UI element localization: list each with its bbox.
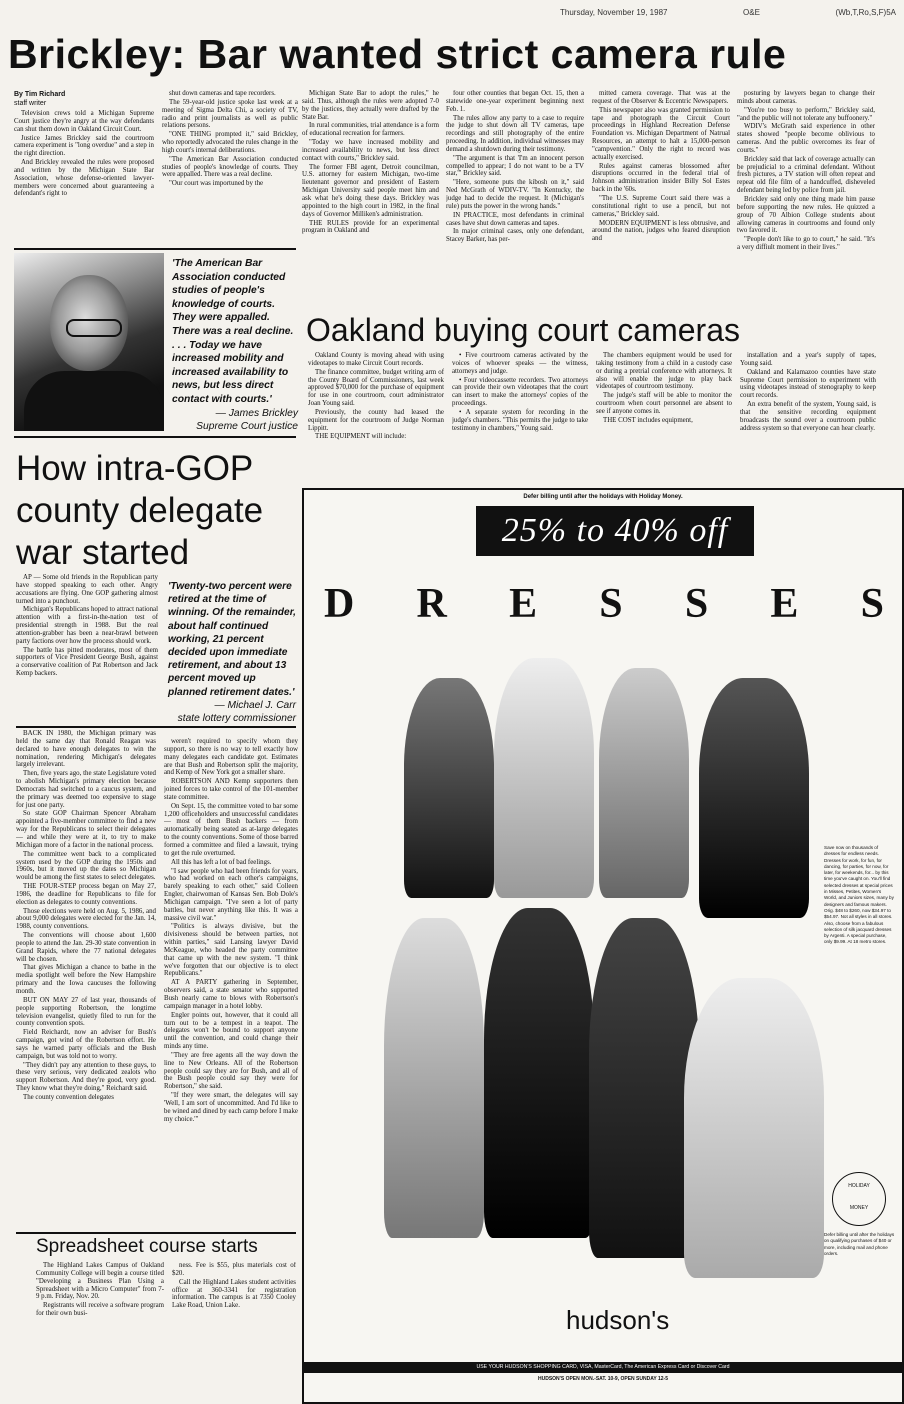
paragraph: AT A PARTY gathering in September, observers said, a state senator who supported Bush nearly came to blows with Robertson's campaign manager in a hotel lobby. (164, 979, 298, 1010)
gop-col-1 (16, 730, 156, 1230)
paragraph: The judge's staff will be able to monitor the courtroom when court personnel are absent to see if anyone comes in. (596, 392, 732, 415)
holiday-money-badge (832, 1172, 886, 1226)
paragraph: AP — Some old friends in the Republican party have stopped speaking to each other. Angry accusations are flying. One GOP gathering almost turned into a punchout. (16, 574, 158, 605)
oakland-col-4 (740, 352, 876, 480)
model-figure (404, 678, 494, 898)
paragraph: "Today we have increased mobility and increased availability to news, but less direct contact with courts," Brickley said. (302, 139, 439, 162)
ad-footer-hours: HUDSON'S OPEN MON.-SAT. 10-9, OPEN SUNDAY 12-5 (537, 1376, 669, 1382)
paragraph: "Politics is always divisive, but the divisiveness should be between parties, not within parties," said Lansing lawyer David McKeague, who headed the party committee that came up with the new system. "I think we've forgotten that our objective is to elect Republicans." (164, 923, 298, 978)
paragraph: "The American Bar Association conducted studies of people's knowledge of courts. They were appalled. There was a real decline. (162, 155, 298, 179)
paragraph: Michigan State Bar to adopt the rules," he said. Thus, although the rules were adopted 7-0 by the justices, they actually were drafted by the State Bar. (302, 90, 439, 121)
paragraph: Oakland and Kalamazoo counties have state Supreme Court permission to experiment with using videotapes instead of stenography to keep court records. (740, 368, 876, 400)
badge-line: MONEY (849, 1205, 869, 1211)
photo-suit (24, 371, 164, 431)
paragraph: That gives Michigan a chance to bathe in the media spotlight well before the New Hampshire primary and the Iowa caucuses the following month. (16, 964, 156, 995)
paragraph: The 59-year-old justice spoke last week at a meeting of Sigma Delta Chi, a society of TV, radio and print journalists as well as public relations persons. (162, 98, 298, 130)
paragraph: The battle has pitted moderates, most of them supporters of Vice President George Bush, against a conservative coalition of Pat Robertson and Jack Kemp backers. (16, 646, 158, 678)
brickley-col-2 (162, 90, 298, 246)
paragraph: WDIV's McGrath said experience in other states showed "people become oblivious to cameras. And the public overcomes its fear of courts." (737, 123, 875, 154)
paragraph: Those elections were held on Aug. 5, 1986, and about 9,000 delegates were elected for the Jan. 14, 1988, county conventions. (16, 907, 156, 931)
paragraph: Rules against cameras blossomed after disruptions occurred in the federal trial of Johnson administration insider Billy Sol Estes back in the '60s. (592, 162, 730, 194)
paragraph: "The U.S. Supreme Court said there was a constitutional right to use a pencil, but not cameras," Brickley said. (592, 194, 730, 218)
paragraph: And Brickley revealed the rules were proposed and written by the Michigan State Bar Association, whose defense-oriented lawyer-members were concerned about guaranteeing a defendant's right to (14, 159, 154, 198)
ad-footer-cards: USE YOUR HUDSON'S SHOPPING CARD, VISA, MasterCard, The American Express Card or Discover Card (304, 1362, 902, 1373)
ad-dresses-letters (324, 580, 884, 630)
spreadsheet-col-1 (36, 1262, 164, 1398)
paragraph: four other counties that began Oct. 15, then a statewide one-year experiment beginning next Feb. 1. (446, 90, 584, 113)
section-label: O&E (743, 8, 760, 17)
letter: D (324, 581, 355, 627)
paragraph: "People don't like to go to court," he said. "It's a very diffiult moment in their lives." (737, 236, 875, 252)
paragraph: THE RULES provide for an experimental program in Oakland and (302, 219, 439, 235)
paragraph: So state GOP Chairman Spencer Abraham appointed a five-member committee to find a new way for the Republicans to select their delegates — and while they were at it, to try to make Michigan more of a factor in the national process. (16, 810, 156, 849)
paragraph: In rural communities, trial attendance is a form of educational recreation for farmers. (302, 122, 439, 138)
paragraph: BACK IN 1980, the Michigan primary was held the same day that Ronald Reagan was declared to have enough delegates to win the nomination, rendering Michigan's delegates largely irrelevant. (16, 730, 156, 769)
letter: E (509, 581, 538, 627)
oakland-col-1 (308, 352, 444, 480)
paragraph: The finance committee, budget writing arm of the County Board of Commissioners, last week approved $70,000 for the purchase of equipment for use in one courtroom, court administrator Joan Young said. (308, 368, 444, 408)
paragraph: The committee went back to a complicated system used by the GOP during the 1950s and 1960s, but it moved up the dates so Michigan would be among the first states to select delegates. (16, 850, 156, 882)
issue-date: Thursday, November 19, 1987 (560, 8, 668, 17)
paragraph: Previously, the county had leased the equipment for the courtroom of Judge Norman Lippitt. (308, 408, 444, 432)
letter: S (599, 581, 623, 627)
holiday-money-terms: Defer billing until after the holidays on qualifying purchases of $40 or more, including mail and phone orders. (824, 1232, 895, 1256)
paragraph: The former FBI agent, Detroit councilman, U.S. attorney for eastern Michigan, two-time lieutenant governor and president of Eastern Michigan University said people meet him and ask what he's doing these days. Brickley was appointed to the high court in 1982, in the final days of Governor Milliken's administration. (302, 163, 439, 218)
paragraph: Field Reichardt, now an adviser for Bush's campaign, got wind of the Robertson effort. He says he warned party officials and the Bush campaign, but was told not to worry. (16, 1029, 156, 1060)
photo-glasses (66, 319, 122, 337)
paragraph: "If they were smart, the delegates will say 'Well, I am sort of uncommitted. And I'd like to be wined and dined by each camp before I make my choice.'" (164, 1092, 298, 1123)
paragraph: "They are free agents all the way down the line to New Orleans. All of the Robertson people could say they are for Bush, and all of the Bush people could say they were for Robertson," she said. (164, 1051, 298, 1091)
paragraph: "ONE THING prompted it," said Brickley, who reportedly advocated the rules change in the high court's internal deliberations. (162, 131, 298, 154)
paragraph: installation and a year's supply of tapes, Young said. (740, 352, 876, 367)
oakland-col-2 (452, 352, 588, 480)
paragraph: THE EQUIPMENT will include: (315, 433, 407, 441)
letter: R (416, 581, 447, 627)
spreadsheet-headline: Spreadsheet course starts (36, 1236, 258, 1257)
paragraph: On Sept. 15, the committee voted to bar some 1,200 officeholders and unsuccessful candidates — most of them Bush backers — from automatically being seated as at-large delegates to the county conventions. Some of those barred formed a committee and filed a lawsuit, trying to get the rule overturned. (164, 802, 298, 857)
paragraph: THE FOUR-STEP process began on May 27, 1986, the deadline for Republicans to file for election as delegates to county conventions. (16, 883, 156, 906)
paragraph: Then, five years ago, the state Legislature voted to abolish Michigan's primary election because Democrats had switched to a caucus system, and the primary was deemed too expensive to stage for just one party. (16, 770, 156, 809)
model-figure (589, 918, 699, 1258)
paragraph: • Four videocassette recorders. Two attorneys can provide their own videotapes that the court can insert to make the attorneys' copies of the proceedings. (452, 376, 588, 408)
paragraph: ROBERTSON AND Kemp supporters then joined forces to take control of the 101-member state committee. (164, 778, 298, 801)
brickley-col-4 (446, 90, 584, 312)
paragraph: Oakland County is moving ahead with using videotapes to make Circuit Court records. (308, 352, 444, 367)
paragraph: "The argument is that 'I'm an innocent person compelled to appear; I do not want to be a TV star,'" Brickley said. (446, 154, 584, 178)
ad-copy: Save now on thousands of dresses for endless needs. Dresses for work, for fun, for dancing, for parties, for now, for later, for weekends, for... by this time you've caught on. You'll find selected dresses at special prices in Misses, Petites, Women's World, and Juniors sizes, many by designers and famous makers. Orig. $48 to $260, now $34.97 to $54.97. Not all styles in all stores. Also, choose from a fabulous selection of silk jacquard dresses by Argenti. A special purchase, only $9.99. At 18 metro stores. (824, 845, 894, 945)
paragraph: All this has left a lot of bad feelings. (171, 858, 272, 866)
paragraph: Justice James Brickley said the courtroom camera experiment is "long overdue" and a step in the right direction. (14, 134, 154, 158)
ad-models-photo (384, 658, 824, 1288)
quote-text: 'The American Bar Association conducted studies of people's knowledge of courts. They were appalled. There was a real decline. . . . Today we have increased mobility and increased availability to news, but less direct contact with courts.' (172, 258, 294, 405)
model-figure (484, 908, 594, 1238)
ad-top-line: Defer billing until after the holidays with Holiday Money. (523, 494, 683, 500)
paragraph: The county convention delegates (23, 1093, 114, 1101)
ad-discount-banner: 25% to 40% off (476, 506, 754, 556)
model-figure (699, 678, 809, 918)
badge-line: HOLIDAY (848, 1183, 870, 1189)
spreadsheet-col-2 (172, 1262, 296, 1398)
brickley-col-1 (14, 110, 154, 246)
paragraph: shut down cameras and tape recorders. (169, 90, 276, 97)
model-figure (494, 658, 594, 898)
paragraph: • A separate system for recording in the judge's chambers. "This permits the judge to take testimony in chambers," Young said. (452, 408, 588, 432)
oakland-col-3 (596, 352, 732, 480)
paragraph: • Five courtroom cameras activated by the voices of whoever speaks — the witness, attorneys and judge. (452, 352, 588, 375)
paragraph: weren't required to specify whom they support, so there is no way to tell exactly how many delegates each candidate got. Estimates are that Bush and Robertson split the majority, and Kemp of New York got a smaller share. (164, 738, 298, 777)
letter: S (860, 581, 884, 627)
paragraph: ness. Fee is $55, plus materials cost of $20. (172, 1262, 296, 1277)
paragraph: The rules allow any party to a case to require the judge to shut down all TV cameras, tape recordings and still photography of the entire proceeding. In addition, individual witnesses may demand a shutdown during their testimony. (446, 114, 584, 153)
byline-role: staff writer (14, 100, 47, 107)
divider (14, 248, 296, 250)
gop-lead (16, 574, 158, 726)
paragraph: BUT ON MAY 27 of last year, thousands of people supporting Robertson, the longtime television evangelist, quietly filed to run for the county convention spots. (16, 996, 156, 1028)
headline-line: county delegate (16, 491, 264, 530)
paragraph: In major criminal cases, only one defendant, Stacey Barker, has per- (446, 228, 584, 244)
brickley-col-3 (302, 90, 439, 312)
divider (14, 436, 296, 438)
paragraph: Engler points out, however, that it could all turn out to be a tempest in a teapot. The delegates won't be bound to support anyone until the convention, and could change their minds any time. (164, 1011, 298, 1051)
brickley-col-6 (737, 90, 875, 312)
oakland-headline: Oakland buying court cameras (306, 312, 740, 348)
paragraph: The conventions will choose about 1,600 people to attend the Jan. 29-30 state convention in Grand Rapids, where the 77 national delegates will be chosen. (16, 932, 156, 963)
brickley-headline: Brickley: Bar wanted strict camera rule (8, 31, 787, 77)
paragraph: This newspaper also was granted permission to tape and photograph the Circuit Court proceedings in Highland Recreation Defense Foundation vs. Michigan Department of Natrual Resources, an attempt to halt a 15,000-person "campvention." Only the right to record was actually exercised. (592, 106, 730, 161)
byline-name: By Tim Richard (14, 91, 66, 98)
quote-attribution: — James Brickley (215, 407, 298, 419)
brickley-photo (14, 253, 164, 431)
letter: E (770, 581, 799, 627)
edition-code: (Wb,T,Ro,S,F)5A (835, 8, 896, 17)
paragraph: IN PRACTICE, most defendants in criminal cases have shut down cameras and tapes. (446, 211, 584, 227)
paragraph: posturing by lawyers began to change their minds about cameras. (737, 90, 875, 105)
paragraph: Brickley said that lack of coverage actually can be prejudicial to a criminal defendant. Without fresh pictures, a TV station will often repeat and repeat old file film of a handcuffed, disheveled defendant being led by police from jail. (737, 155, 875, 195)
letter: S (684, 581, 709, 627)
divider (16, 726, 296, 728)
paragraph: Brickley said only one thing made him pause before supporting the new rules. He quizzed a group of 70 Albion College students about allowing cameras in courtrooms and found only two favored it. (737, 195, 875, 235)
paragraph: An extra benefit of the system, Young said, is that the sensitive recording equipment broadcasts the sound over a courtroom public address system so that everyone can hear clearly. (740, 401, 876, 432)
gop-pull-quote (168, 580, 296, 725)
quote-text: 'Twenty-two percent were retired at the time of winning. Of the remainder, about half continued working, 21 percent decided upon immediate retirement, and about 13 percent moved up planned retirement dates.' (168, 581, 296, 698)
byline (14, 90, 65, 108)
hudsons-advertisement (302, 488, 904, 1404)
headline-line: war started (16, 533, 190, 572)
headline-line: How intra-GOP (16, 449, 254, 488)
gop-col-2 (164, 738, 298, 1230)
paragraph: "Here, someone puts the kibosh on it," said Ned McGrath of WDIV-TV. "In Kentucky, the judge had to decide the request. It (Michigan's rule) puts the power in the wrong hands." (446, 179, 584, 210)
paragraph: The chambers equipment would be used for taking testimony from a child in a custody case or during a pretrial conference with attorneys. It also will enable the judge to play back videotapes of courtroom testimony. (596, 352, 732, 391)
paragraph: "They didn't pay any attention to these guys, to these very serious, very dedicated zealots who support Robertson. And they're good, very good. They know what they're doing," Reichardt said. (16, 1061, 156, 1093)
model-figure (599, 668, 689, 898)
quote-title: state lottery commissioner (177, 713, 296, 725)
paragraph: THE COST includes equipment, (603, 416, 693, 424)
paragraph: Michigan's Republicans hoped to attract national attention with a first-in-the-nation test of presidential strength in 1988. But the real attention-grabber has been a near-brawl between party factions over how the process should work. (16, 606, 158, 645)
paragraph: "You're too busy to perform," Brickley said, "and the public will not tolerate any buffoonery." (737, 106, 875, 122)
paragraph: "Our court was importuned by the (169, 180, 264, 188)
quote-title: Supreme Court justice (196, 421, 298, 433)
model-figure (384, 918, 484, 1238)
paragraph: mitted camera coverage. That was at the request of the Observer & Eccentric Newspapers. (592, 90, 730, 105)
brickley-pull-quote (172, 257, 298, 434)
brickley-col-5 (592, 90, 730, 312)
hudsons-logo: hudson's (566, 1305, 670, 1335)
masthead (560, 8, 896, 17)
paragraph: Call the Highland Lakes student activities office at 360-3341 for registration information. The campus is at 7350 Cooley Lake Road, Union Lake. (172, 1278, 296, 1310)
paragraph: The Highland Lakes Campus of Oakland Community College will begin a course titled "Developing a Business Plan Using a Spreadsheet with a Micro Computer" from 7-9 p.m. Friday, Nov. 20. (36, 1262, 164, 1301)
quote-attribution: — Michael J. Carr (214, 699, 296, 711)
model-figure (684, 978, 824, 1278)
gop-headline (16, 448, 296, 574)
paragraph: "I saw people who had been friends for years, who had worked on each other's campaigns, barely speaking to each other," said Colleen Engler, chairwoman of Kansas Sen. Bob Dole's Michigan campaign. "I've seen a lot of party battles, but never anything like this. It was a massive civil war." (164, 867, 298, 922)
divider (16, 1232, 296, 1234)
paragraph: Television crews told a Michigan Supreme Court justice they're angry at the way defendants can shut them down in Oakland Circuit Court. (14, 110, 154, 133)
paragraph: Registrants will receive a software program for their own busi- (36, 1302, 164, 1318)
paragraph: MODERN EQUIPMENT is less obtrusive, and around the nation, judges who feared disruption and (592, 219, 730, 243)
